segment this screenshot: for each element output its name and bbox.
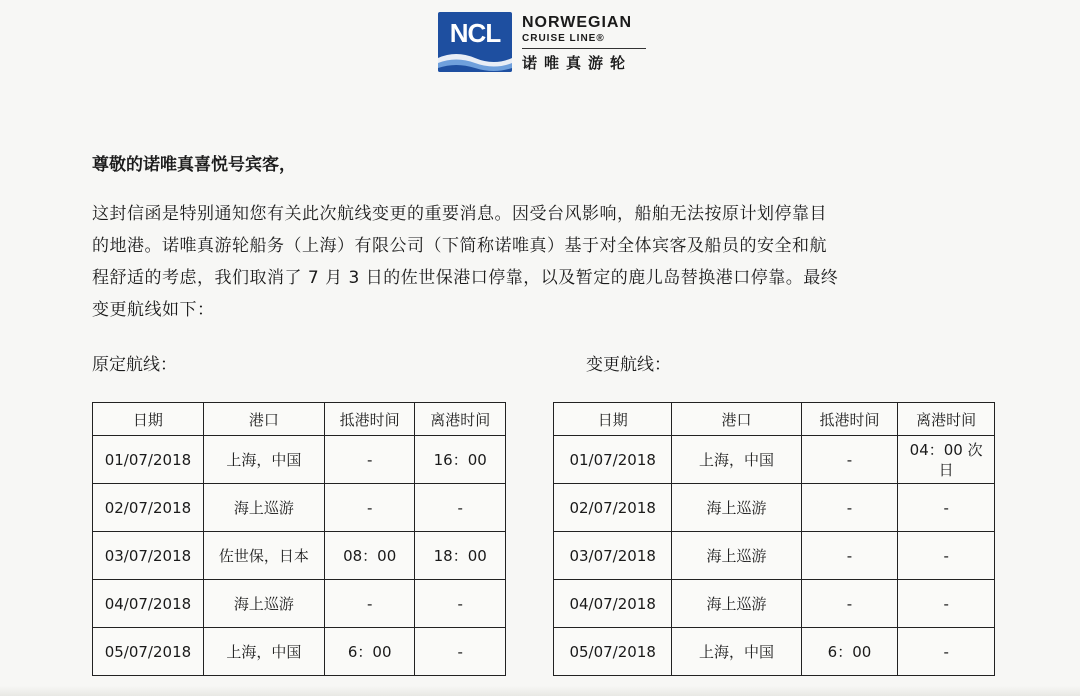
cell-date: 02/07/2018 [554,484,672,532]
table-row [93,532,506,580]
cell-departure: 16：00 [415,436,506,484]
header-departure: 离港时间 [898,403,995,436]
table-row [93,436,506,484]
logo-line-chinese: 诺唯真游轮 [522,54,633,72]
cell-arrival: - [324,436,415,484]
cell-port: 海上巡游 [672,484,801,532]
cell-date: 01/07/2018 [93,436,204,484]
cell-date: 04/07/2018 [93,580,204,628]
logo-wordmark [522,14,646,75]
cell-departure: - [415,628,506,676]
logo-line-norwegian: NORWEGIAN [522,14,633,31]
header-arrival: 抵港时间 [324,403,415,436]
ncl-logo [438,12,646,75]
table-row [554,532,995,580]
cell-departure: - [415,484,506,532]
cell-arrival: 08：00 [324,532,415,580]
cell-port: 上海，中国 [672,628,801,676]
cell-port: 上海，中国 [203,628,324,676]
cell-date: 04/07/2018 [554,580,672,628]
cell-port: 海上巡游 [203,484,324,532]
paragraph-line: 变更航线如下： [92,300,215,320]
table-header-row [93,403,506,436]
cell-port: 海上巡游 [672,532,801,580]
table-header-row [554,403,995,436]
cell-date: 05/07/2018 [93,628,204,676]
header-arrival: 抵港时间 [801,403,898,436]
paragraph-line: 这封信函是特别通知您有关此次航线变更的重要消息。因受台风影响，船舶无法按原计划停靠目 [92,204,827,224]
cell-arrival: - [801,532,898,580]
cell-date: 03/07/2018 [554,532,672,580]
header-port: 港口 [672,403,801,436]
cell-port: 上海，中国 [672,436,801,484]
ncl-badge [438,12,512,72]
cell-port: 海上巡游 [203,580,324,628]
letter-paragraph [92,198,1032,326]
cell-arrival: - [801,436,898,484]
cell-date: 01/07/2018 [554,436,672,484]
header-date: 日期 [554,403,672,436]
wave-icon [438,48,512,72]
logo-line-cruise-line: CRUISE LINE® [522,32,646,49]
table-row [93,484,506,532]
cell-departure: - [898,532,995,580]
cell-departure: 18：00 [415,532,506,580]
cell-port: 佐世保，日本 [203,532,324,580]
table-row [93,580,506,628]
cell-departure: - [898,580,995,628]
cell-date: 05/07/2018 [554,628,672,676]
cell-port: 上海，中国 [203,436,324,484]
cell-arrival: - [801,580,898,628]
original-itinerary-label: 原定航线： [92,355,177,375]
cell-arrival: 6：00 [801,628,898,676]
cell-arrival: 6：00 [324,628,415,676]
table-row [554,436,995,484]
cell-departure: 04：00 次日 [898,436,995,484]
cell-departure: - [898,628,995,676]
page-edge [0,686,1080,696]
table-row [93,628,506,676]
table-row [554,484,995,532]
cell-date: 03/07/2018 [93,532,204,580]
header-departure: 离港时间 [415,403,506,436]
cell-departure: - [898,484,995,532]
cell-arrival: - [324,484,415,532]
paragraph-line: 程舒适的考虑，我们取消了 7 月 3 日的佐世保港口停靠，以及暂定的鹿儿岛替换港口停靠。最终 [92,268,839,288]
header-date: 日期 [93,403,204,436]
changed-itinerary-label: 变更航线： [586,355,671,375]
cell-departure: - [415,580,506,628]
original-itinerary-table [92,402,506,676]
table-row [554,580,995,628]
ncl-badge-text: NCL [449,18,501,48]
cell-arrival: - [801,484,898,532]
cell-arrival: - [324,580,415,628]
table-row [554,628,995,676]
paragraph-line: 的地港。诺唯真游轮船务（上海）有限公司（下简称诺唯真）基于对全体宾客及船员的安全和航 [92,236,827,256]
changed-itinerary-table [553,402,995,676]
salutation: 尊敬的诺唯真喜悦号宾客， [92,155,296,175]
cell-port: 海上巡游 [672,580,801,628]
header-port: 港口 [203,403,324,436]
cell-date: 02/07/2018 [93,484,204,532]
